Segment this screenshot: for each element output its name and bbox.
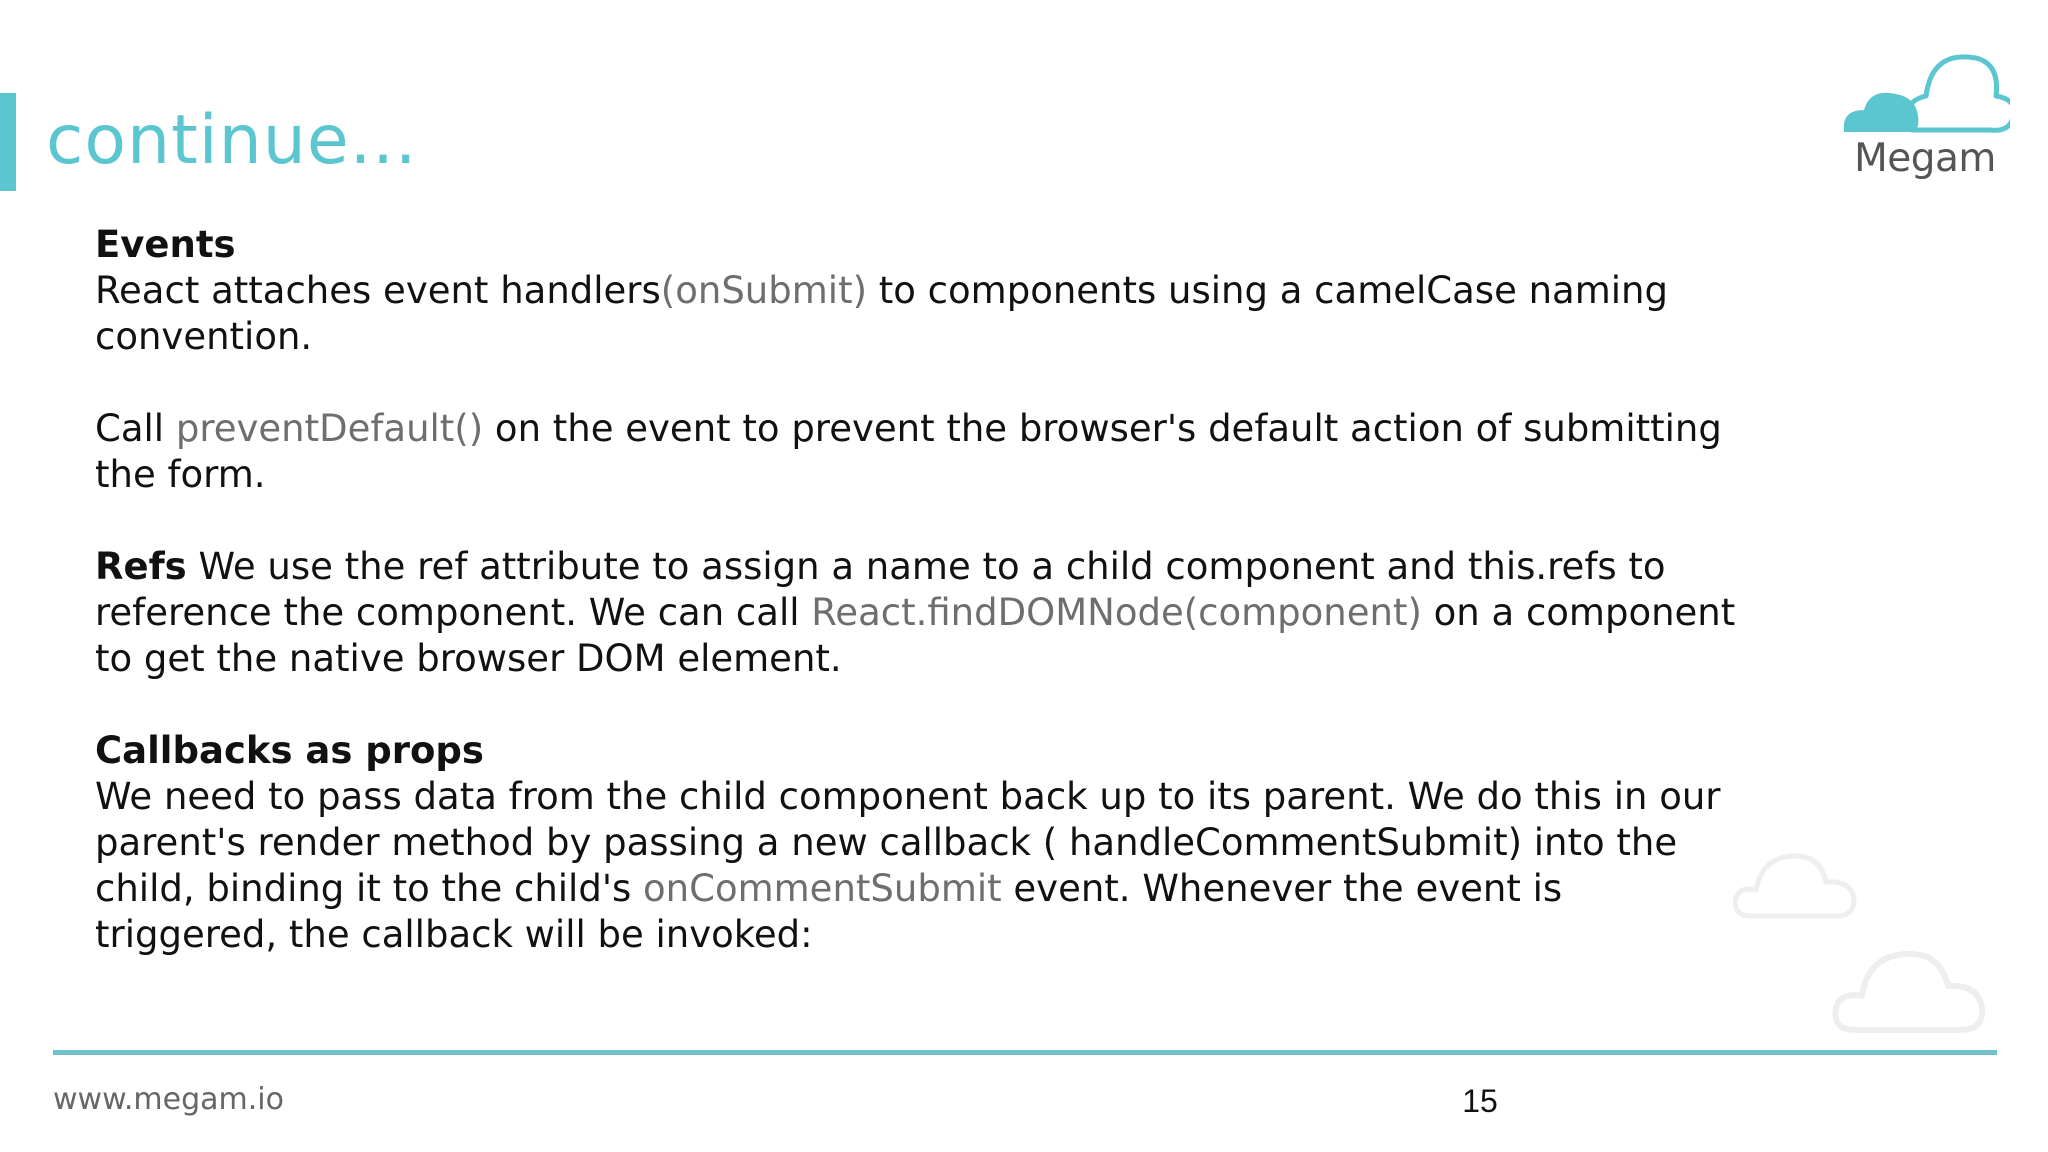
cloud-decoration-icon: [1822, 934, 1994, 1034]
page-number: 15: [1462, 1083, 1498, 1119]
events-text-end: to components using a camelCase naming convention.: [95, 269, 1668, 358]
on-comment-submit-code: onCommentSubmit: [643, 867, 1002, 910]
prevent-default-code: preventDefault(): [175, 407, 484, 450]
refs-paragraph: [95, 544, 1755, 682]
callbacks-paragraph: [95, 774, 1755, 958]
prevent-text-end: on the event to prevent the browser's default action of submitting the form.: [95, 407, 1722, 496]
callbacks-text-start: We need to pass data from the child component back up to its parent. We do this in our parent's render method by passing a new callback ( handleCommentSubmit) into the child, binding it to the child's: [95, 775, 1721, 910]
callbacks-heading: Callbacks as props: [95, 729, 484, 772]
onsubmit-code: (onSubmit): [660, 269, 868, 312]
footer-divider: [53, 1050, 1997, 1055]
events-text-start: React attaches event handlers: [95, 269, 661, 312]
refs-text-end: on a component to get the native browser DOM element.: [95, 591, 1736, 680]
spacer: [95, 498, 1755, 544]
footer-url: www.megam.io: [53, 1082, 284, 1117]
spacer: [95, 360, 1755, 406]
callbacks-text-end: event. Whenever the event is triggered, the callback will be invoked:: [95, 867, 1563, 956]
spacer: [95, 682, 1755, 728]
refs-text-start: We use the ref attribute to assign a name to a child component and this.refs to reference the component. We can call: [95, 545, 1666, 634]
refs-heading: Refs: [95, 545, 187, 588]
slide-title: continue...: [46, 101, 418, 180]
find-dom-node-code: React.findDOMNode(component): [811, 591, 1422, 634]
logo-wordmark: Megam: [1854, 136, 1996, 181]
prevent-default-paragraph: [95, 406, 1755, 498]
title-accent-bar: [0, 93, 16, 191]
slide-body: [95, 222, 1755, 958]
events-paragraph: [95, 268, 1755, 360]
cloud-decoration-icon: [1722, 838, 1864, 920]
events-heading: Events: [95, 223, 236, 266]
prevent-text-start: Call: [95, 407, 176, 450]
